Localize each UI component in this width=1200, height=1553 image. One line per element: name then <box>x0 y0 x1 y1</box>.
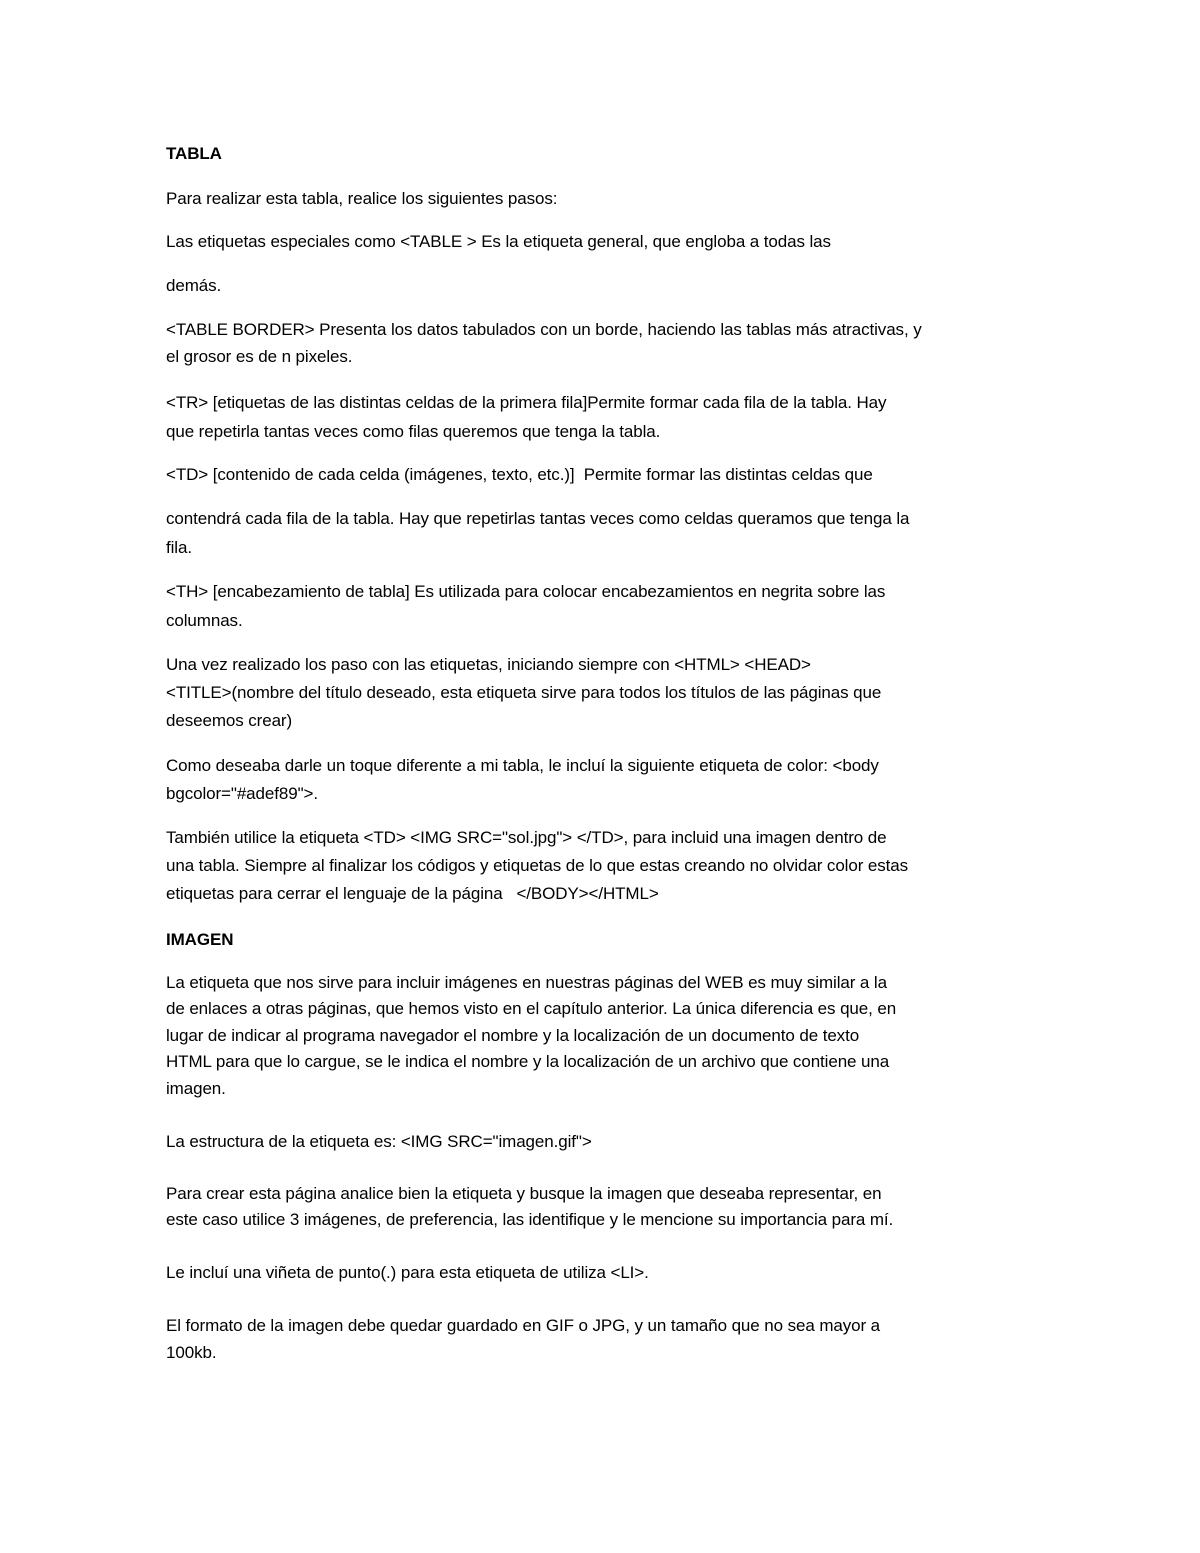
paragraph-intro: Para realizar esta tabla, realice los siguientes pasos: <box>166 189 558 208</box>
paragraph-structure: La estructura de la etiqueta es: <IMG SRC="imagen.gif"> <box>166 1132 592 1151</box>
paragraph-imagen-line-1: La etiqueta que nos sirve para incluir imágenes en nuestras páginas del WEB es muy similar a la <box>166 973 887 992</box>
paragraph-format-line-1: El formato de la imagen debe quedar guardado en GIF o JPG, y un tamaño que no sea mayor a <box>166 1316 881 1335</box>
paragraph-html-line-3: deseemos crear) <box>166 711 293 730</box>
paragraph-border-line-2: el grosor es de n pixeles. <box>166 347 353 366</box>
paragraph-create-line-2: este caso utilice 3 imágenes, de preferencia, las identifique y le mencione su importancia para mí. <box>166 1210 894 1229</box>
paragraph-html-line-1: Una vez realizado los paso con las etiquetas, iniciando siempre con <HTML> <HEAD> <box>166 655 811 674</box>
paragraph-imagen-line-4: HTML para que lo cargue, se le indica el nombre y la localización de un archivo que contiene una <box>166 1052 890 1071</box>
paragraph-img-line-3: etiquetas para cerrar el lenguaje de la página </BODY></HTML> <box>166 884 659 903</box>
paragraph-imagen-line-5: imagen. <box>166 1079 226 1098</box>
paragraph-td-line-1: <TD> [contenido de cada celda (imágenes, texto, etc.)] Permite formar las distintas celdas que <box>166 465 873 484</box>
paragraph-border-line-1: <TABLE BORDER> Presenta los datos tabulados con un borde, haciendo las tablas más atractivas, y <box>166 320 922 339</box>
paragraph-th-line-1: <TH> [encabezamiento de tabla] Es utilizada para colocar encabezamientos en negrita sobre las <box>166 582 886 601</box>
paragraph-color-line-2: bgcolor="#adef89">. <box>166 784 318 803</box>
paragraph-color-line-1: Como deseaba darle un toque diferente a mi tabla, le incluí la siguiente etiqueta de color: <body <box>166 756 879 775</box>
paragraph-td-line-3: fila. <box>166 538 192 557</box>
paragraph-table-line-2: demás. <box>166 276 222 295</box>
paragraph-td-line-2: contendrá cada fila de la tabla. Hay que repetirlas tantas veces como celdas queramos que tenga la <box>166 509 910 528</box>
paragraph-imagen-line-2: de enlaces a otras páginas, que hemos visto en el capítulo anterior. La única diferencia es que, en <box>166 999 897 1018</box>
heading-imagen: IMAGEN <box>166 930 234 949</box>
paragraph-format-line-2: 100kb. <box>166 1343 217 1362</box>
paragraph-table-line-1: Las etiquetas especiales como <TABLE > Es la etiqueta general, que engloba a todas las <box>166 232 831 251</box>
paragraph-create-line-1: Para crear esta página analice bien la etiqueta y busque la imagen que deseaba representar, en <box>166 1184 882 1203</box>
paragraph-img-line-2: una tabla. Siempre al finalizar los códigos y etiquetas de lo que estas creando no olvidar color estas <box>166 856 909 875</box>
heading-tabla: TABLA <box>166 144 222 163</box>
paragraph-img-line-1: También utilice la etiqueta <TD> <IMG SRC="sol.jpg"> </TD>, para incluid una imagen dentro de <box>166 828 887 847</box>
paragraph-tr-line-1: <TR> [etiquetas de las distintas celdas de la primera fila]Permite formar cada fila de la tabla. Hay <box>166 393 887 412</box>
paragraph-imagen-line-3: lugar de indicar al programa navegador el nombre y la localización de un documento de texto <box>166 1026 860 1045</box>
paragraph-tr-line-2: que repetirla tantas veces como filas queremos que tenga la tabla. <box>166 422 661 441</box>
paragraph-bullet: Le incluí una viñeta de punto(.) para esta etiqueta de utiliza <LI>. <box>166 1263 649 1282</box>
paragraph-th-line-2: columnas. <box>166 611 243 630</box>
paragraph-html-line-2: <TITLE>(nombre del título deseado, esta etiqueta sirve para todos los títulos de las páginas que <box>166 683 882 702</box>
